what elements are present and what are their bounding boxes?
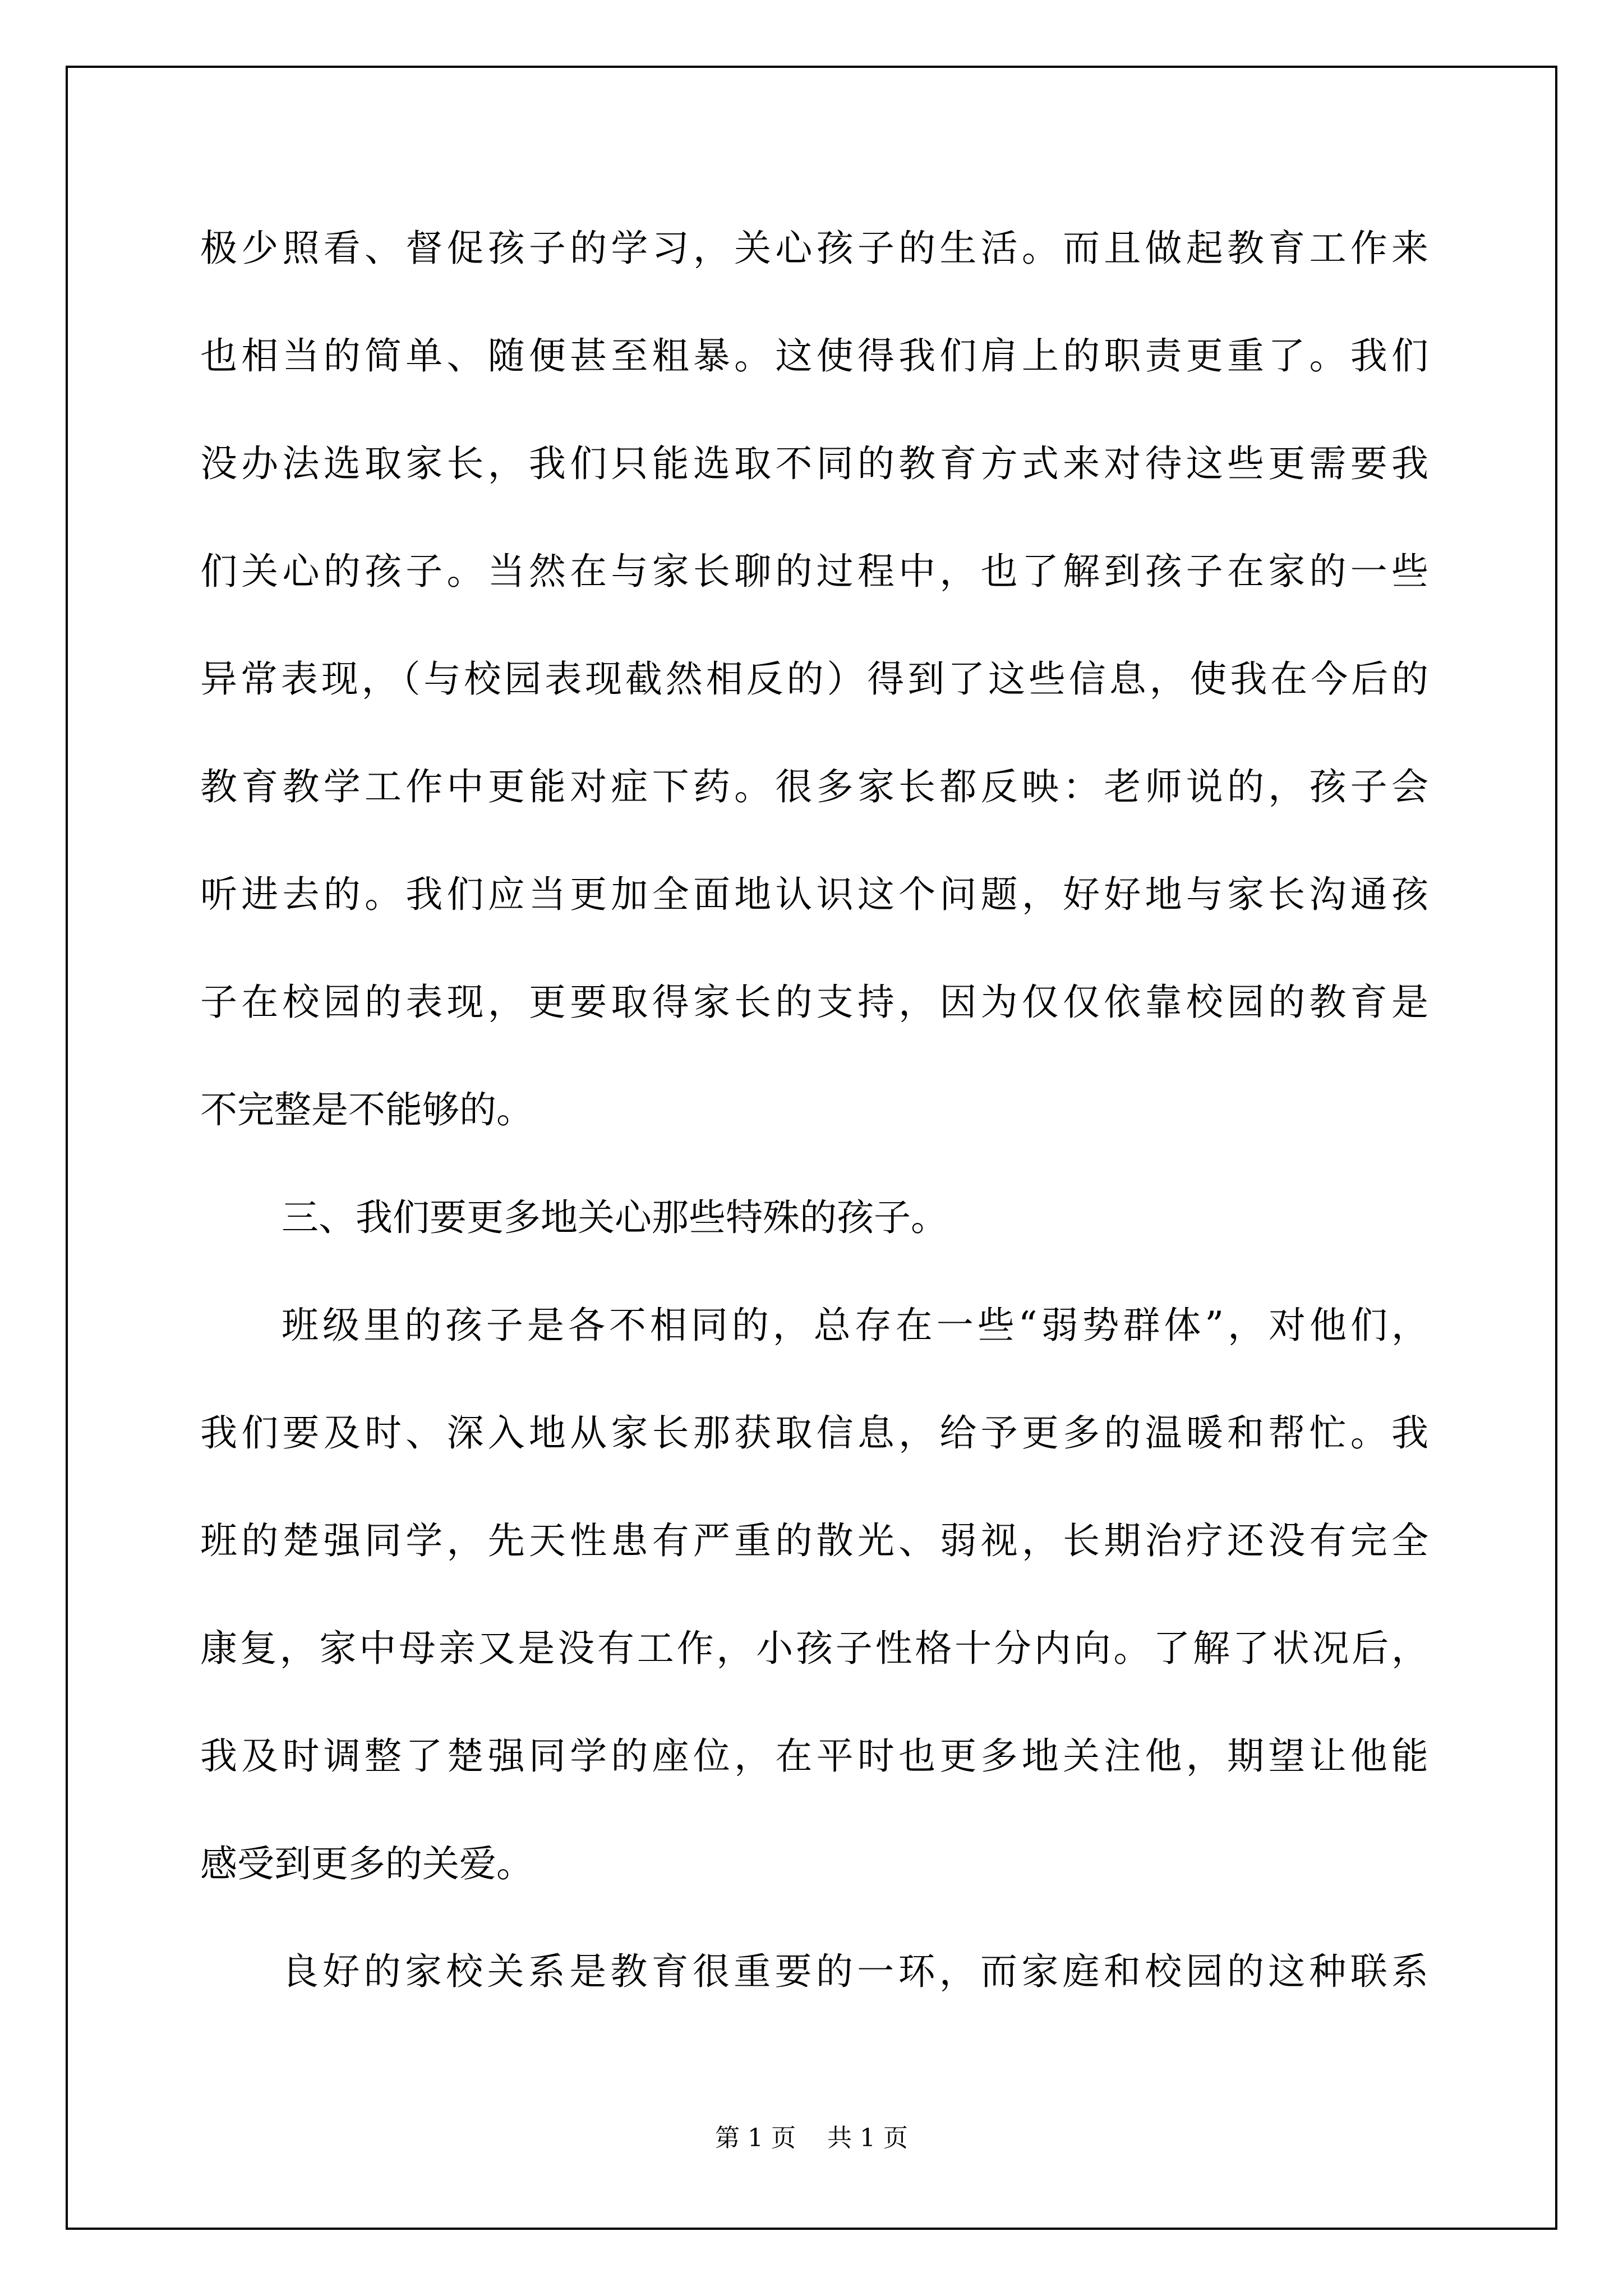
text-line: 子在校园的表现，更要取得家长的支持，因为仅仅依靠校园的教育是 [200,981,1428,1024]
text-line: 们关心的孩子。当然在与家长聊的过程中，也了解到孩子在家的一些 [200,550,1428,593]
text-line: 极少照看、督促孩子的学习，关心孩子的生活。而且做起教育工作来 [200,227,1428,270]
text-line: 没办法选取家长，我们只能选取不同的教育方式来对待这些更需要我 [200,442,1428,485]
text-line: 也相当的简单、随便甚至粗暴。这使得我们肩上的职责更重了。我们 [200,334,1428,378]
page-footer: 第 1 页 共 1 页 [715,2124,908,2152]
text-line: 我们要及时、深入地从家长那获取信息，给予更多的温暖和帮忙。我 [200,1411,1428,1455]
page-border [66,66,1557,2230]
text-line: 感受到更多的关爱。 [200,1842,533,1885]
text-line: 不完整是不能够的。 [200,1088,533,1131]
text-line: 康复，家中母亲又是没有工作，小孩子性格十分内向。了解了状况后， [200,1627,1428,1670]
text-line: 听进去的。我们应当更加全面地认识这个问题，好好地与家长沟通孩 [200,873,1428,916]
text-line: 班级里的孩子是各不相同的，总存在一些“弱势群体”，对他们， [282,1304,1428,1347]
section-heading: 三、我们要更多地关心那些特殊的孩子。 [282,1196,948,1239]
text-line: 异常表现，（与校园表现截然相反的）得到了这些信息，使我在今后的 [200,657,1428,701]
text-line: 良好的家校关系是教育很重要的一环，而家庭和校园的这种联系 [282,1950,1428,1993]
text-line: 教育教学工作中更能对症下药。很多家长都反映：老师说的，孩子会 [200,765,1428,808]
text-line: 我及时调整了楚强同学的座位，在平时也更多地关注他，期望让他能 [200,1734,1428,1778]
text-line: 班的楚强同学，先天性患有严重的散光、弱视，长期治疗还没有完全 [200,1519,1428,1562]
